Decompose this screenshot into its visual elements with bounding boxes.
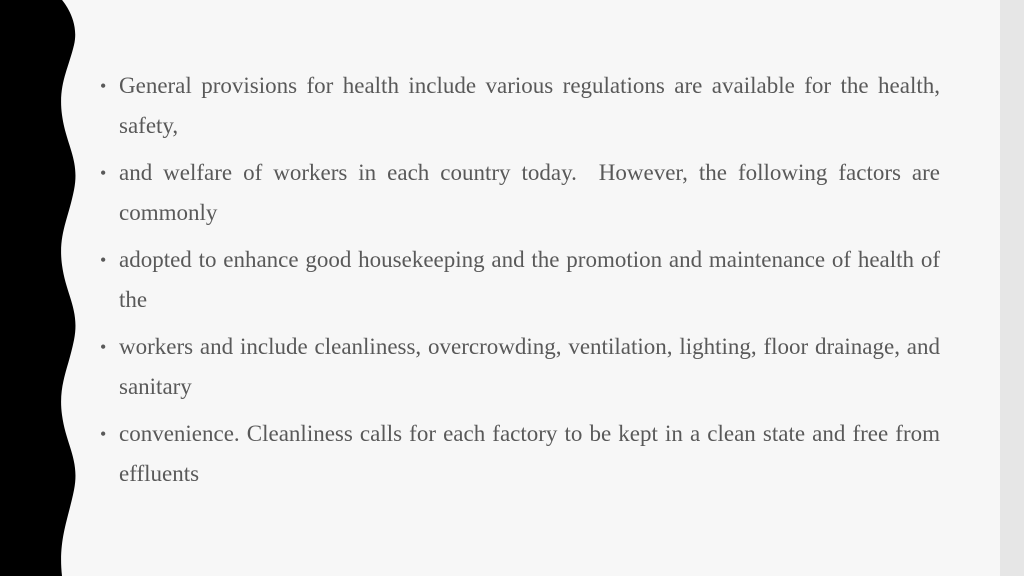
bullet-marker: •	[100, 424, 107, 444]
wavy-left-band	[0, 0, 90, 576]
bullet-marker: •	[100, 76, 107, 96]
bullet-item	[100, 327, 940, 407]
wavy-band-shape	[0, 0, 75, 576]
bullet-item	[100, 66, 940, 146]
bullet-marker: •	[100, 337, 107, 357]
bullet-text: workers and include cleanliness, overcrowding, ventilation, lighting, floor drainage, and sanitary	[119, 334, 940, 399]
bullet-text: convenience. Cleanliness calls for each factory to be kept in a clean state and free from effluents	[119, 421, 940, 486]
bullet-marker: •	[100, 163, 107, 183]
bullet-text: adopted to enhance good housekeeping and the promotion and maintenance of health of the	[119, 247, 940, 312]
bullet-item	[100, 414, 940, 494]
bullet-text: General provisions for health include various regulations are available for the health, safety,	[119, 73, 940, 138]
bullet-list	[100, 66, 946, 501]
bullet-item	[100, 153, 946, 233]
bullet-item	[100, 240, 940, 320]
bullet-marker: •	[100, 250, 107, 270]
right-edge-strip	[1000, 0, 1024, 576]
bullet-text: and welfare of workers in each country today. However, the following factors are commonly	[119, 160, 946, 225]
